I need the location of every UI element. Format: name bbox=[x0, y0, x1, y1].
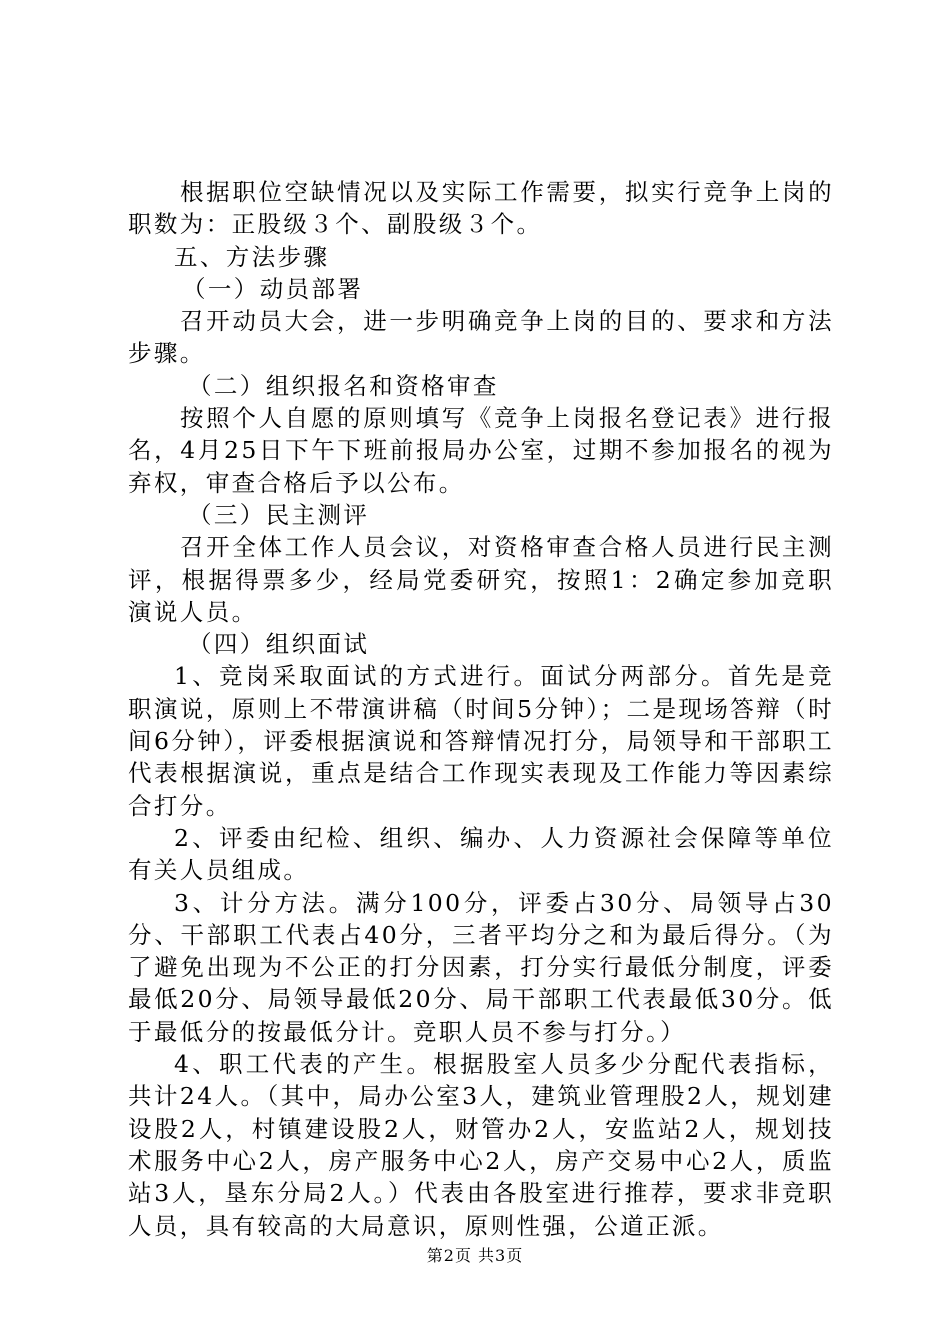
subheading-mobilization: （一）动员部署 bbox=[182, 274, 364, 303]
paragraph-position-count: 根据职位空缺情况以及实际工作需要，拟实行竞争上岗的职数为：正股级３个、副股级３个。 bbox=[128, 178, 834, 239]
paragraph-mobilization: 召开动员大会，进一步明确竞争上岗的目的、要求和方法步骤。 bbox=[128, 307, 834, 368]
paragraph-registration: 按照个人自愿的原则填写《竞争上岗报名登记表》进行报名，4月25日下午下班前报局办公室，过期不参加报名的视为弃权，审查合格后予以公布。 bbox=[128, 404, 834, 497]
subheading-evaluation: （三）民主测评 bbox=[188, 500, 370, 529]
section-heading-methods: 五、方法步骤 bbox=[174, 242, 330, 271]
document-body bbox=[128, 176, 834, 1242]
paragraph-interview-1: 1、竞岗采取面试的方式进行。面试分两部分。首先是竞职演说，原则上不带演讲稿（时间5分钟）；二是现场答辩（时间6分钟），评委根据演说和答辩情况打分，局领导和干部职工代表根据演说，重点是结合工作现实表现及工作能力等因素综合打分。 bbox=[128, 662, 834, 820]
page-footer: 第2页 共3页 bbox=[426, 1246, 524, 1265]
paragraph-evaluation: 召开全体工作人员会议，对资格审查合格人员进行民主测评，根据得票多少，经局党委研究，按照1：2确定参加竞职演说人员。 bbox=[128, 533, 834, 626]
paragraph-interview-2: 2、评委由纪检、组织、编办、人力资源社会保障等单位有关人员组成。 bbox=[128, 823, 834, 885]
paragraph-interview-3: 3、计分方法。满分100分，评委占30分、局领导占30分、干部职工代表占40分，三者平均分之和为最后得分。（为了避免出现为不公正的打分因素，打分实行最低分制度，评委最低20分、局领导最低20分、局干部职工代表最低30分。低于最低分的按最低分计。竞职人员不参与打分。） bbox=[128, 888, 834, 1046]
paragraph-interview-4: 4、职工代表的产生。根据股室人员多少分配代表指标，共计24人。（其中，局办公室3人，建筑业管理股2人，规划建设股2人，村镇建设股2人，财管办2人，安监站2人，规划技术服务中心2人，房产服务中心2人，房产交易中心2人，质监站3人，垦东分局2人。）代表由各股室进行推荐，要求非竞职人员，具有较高的大局意识，原则性强，公道正派。 bbox=[128, 1050, 834, 1240]
subheading-registration: （二）组织报名和资格审查 bbox=[188, 371, 499, 400]
subheading-interview: （四）组织面试 bbox=[188, 630, 370, 659]
